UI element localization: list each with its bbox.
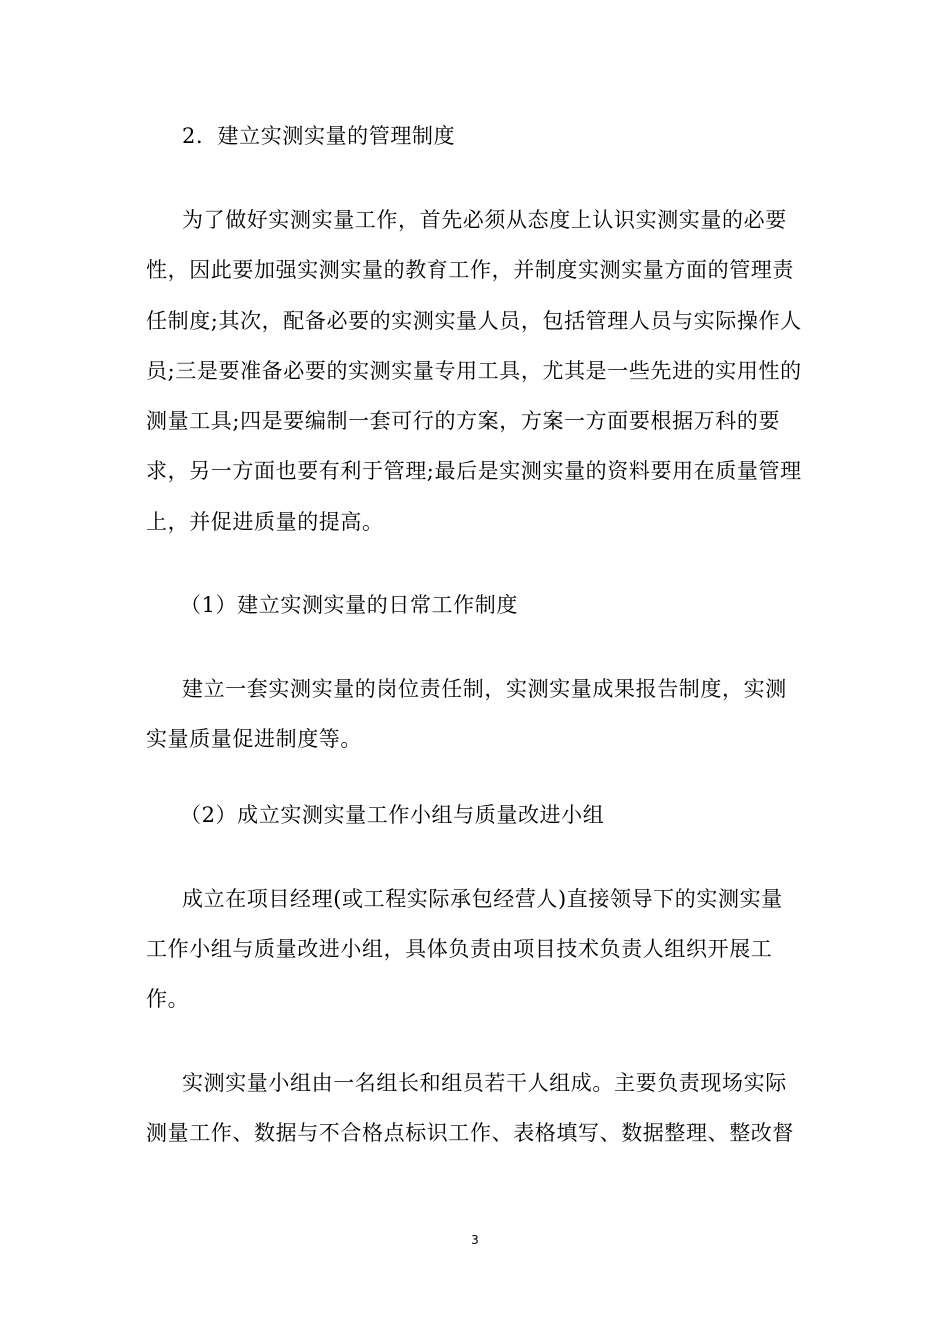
paragraph-3-line-2: 工作小组与质量改进小组，具体负责由项目技术负责人组织开展工: [146, 937, 773, 961]
paragraph-4-line-2: 测量工作、数据与不合格点标识工作、表格填写、数据整理、整改督: [146, 1121, 794, 1145]
paragraph-1-line-4: 员;三是要准备必要的实测实量专用工具，尤其是一些先进的实用性的: [146, 359, 802, 383]
paragraph-3-line-1: 成立在项目经理(或工程实际承包经营人)直接领导下的实测实量: [182, 887, 783, 911]
subheading-1: （1）建立实测实量的日常工作制度: [180, 593, 518, 617]
paragraph-1-line-7: 上，并促进质量的提高。: [146, 510, 384, 534]
paragraph-1-line-6: 求，另一方面也要有利于管理;最后是实测实量的资料要用在质量管理: [146, 459, 802, 483]
paragraph-3-line-3: 作。: [146, 987, 190, 1011]
paragraph-2-line-1: 建立一套实测实量的岗位责任制，实测实量成果报告制度，实测: [182, 677, 787, 701]
paragraph-1-line-2: 性，因此要加强实测实量的教育工作，并制度实测实量方面的管理责: [146, 258, 794, 282]
paragraph-1-line-3: 任制度;其次，配备必要的实测实量人员，包括管理人员与实际操作人: [146, 309, 802, 333]
paragraph-4-line-1: 实测实量小组由一名组长和组员若干人组成。主要负责现场实际: [182, 1071, 787, 1095]
paragraph-1-line-5: 测量工具;四是要编制一套可行的方案，方案一方面要根据万科的要: [146, 409, 781, 433]
paragraph-1-line-1: 为了做好实测实量工作，首先必须从态度上认识实测实量的必要: [182, 208, 787, 232]
subheading-2: （2）成立实测实量工作小组与质量改进小组: [180, 803, 605, 827]
section-heading: 2．建立实测实量的管理制度: [182, 124, 456, 148]
page-number: 3: [471, 1233, 479, 1247]
paragraph-2-line-2: 实量质量促进制度等。: [146, 727, 362, 751]
